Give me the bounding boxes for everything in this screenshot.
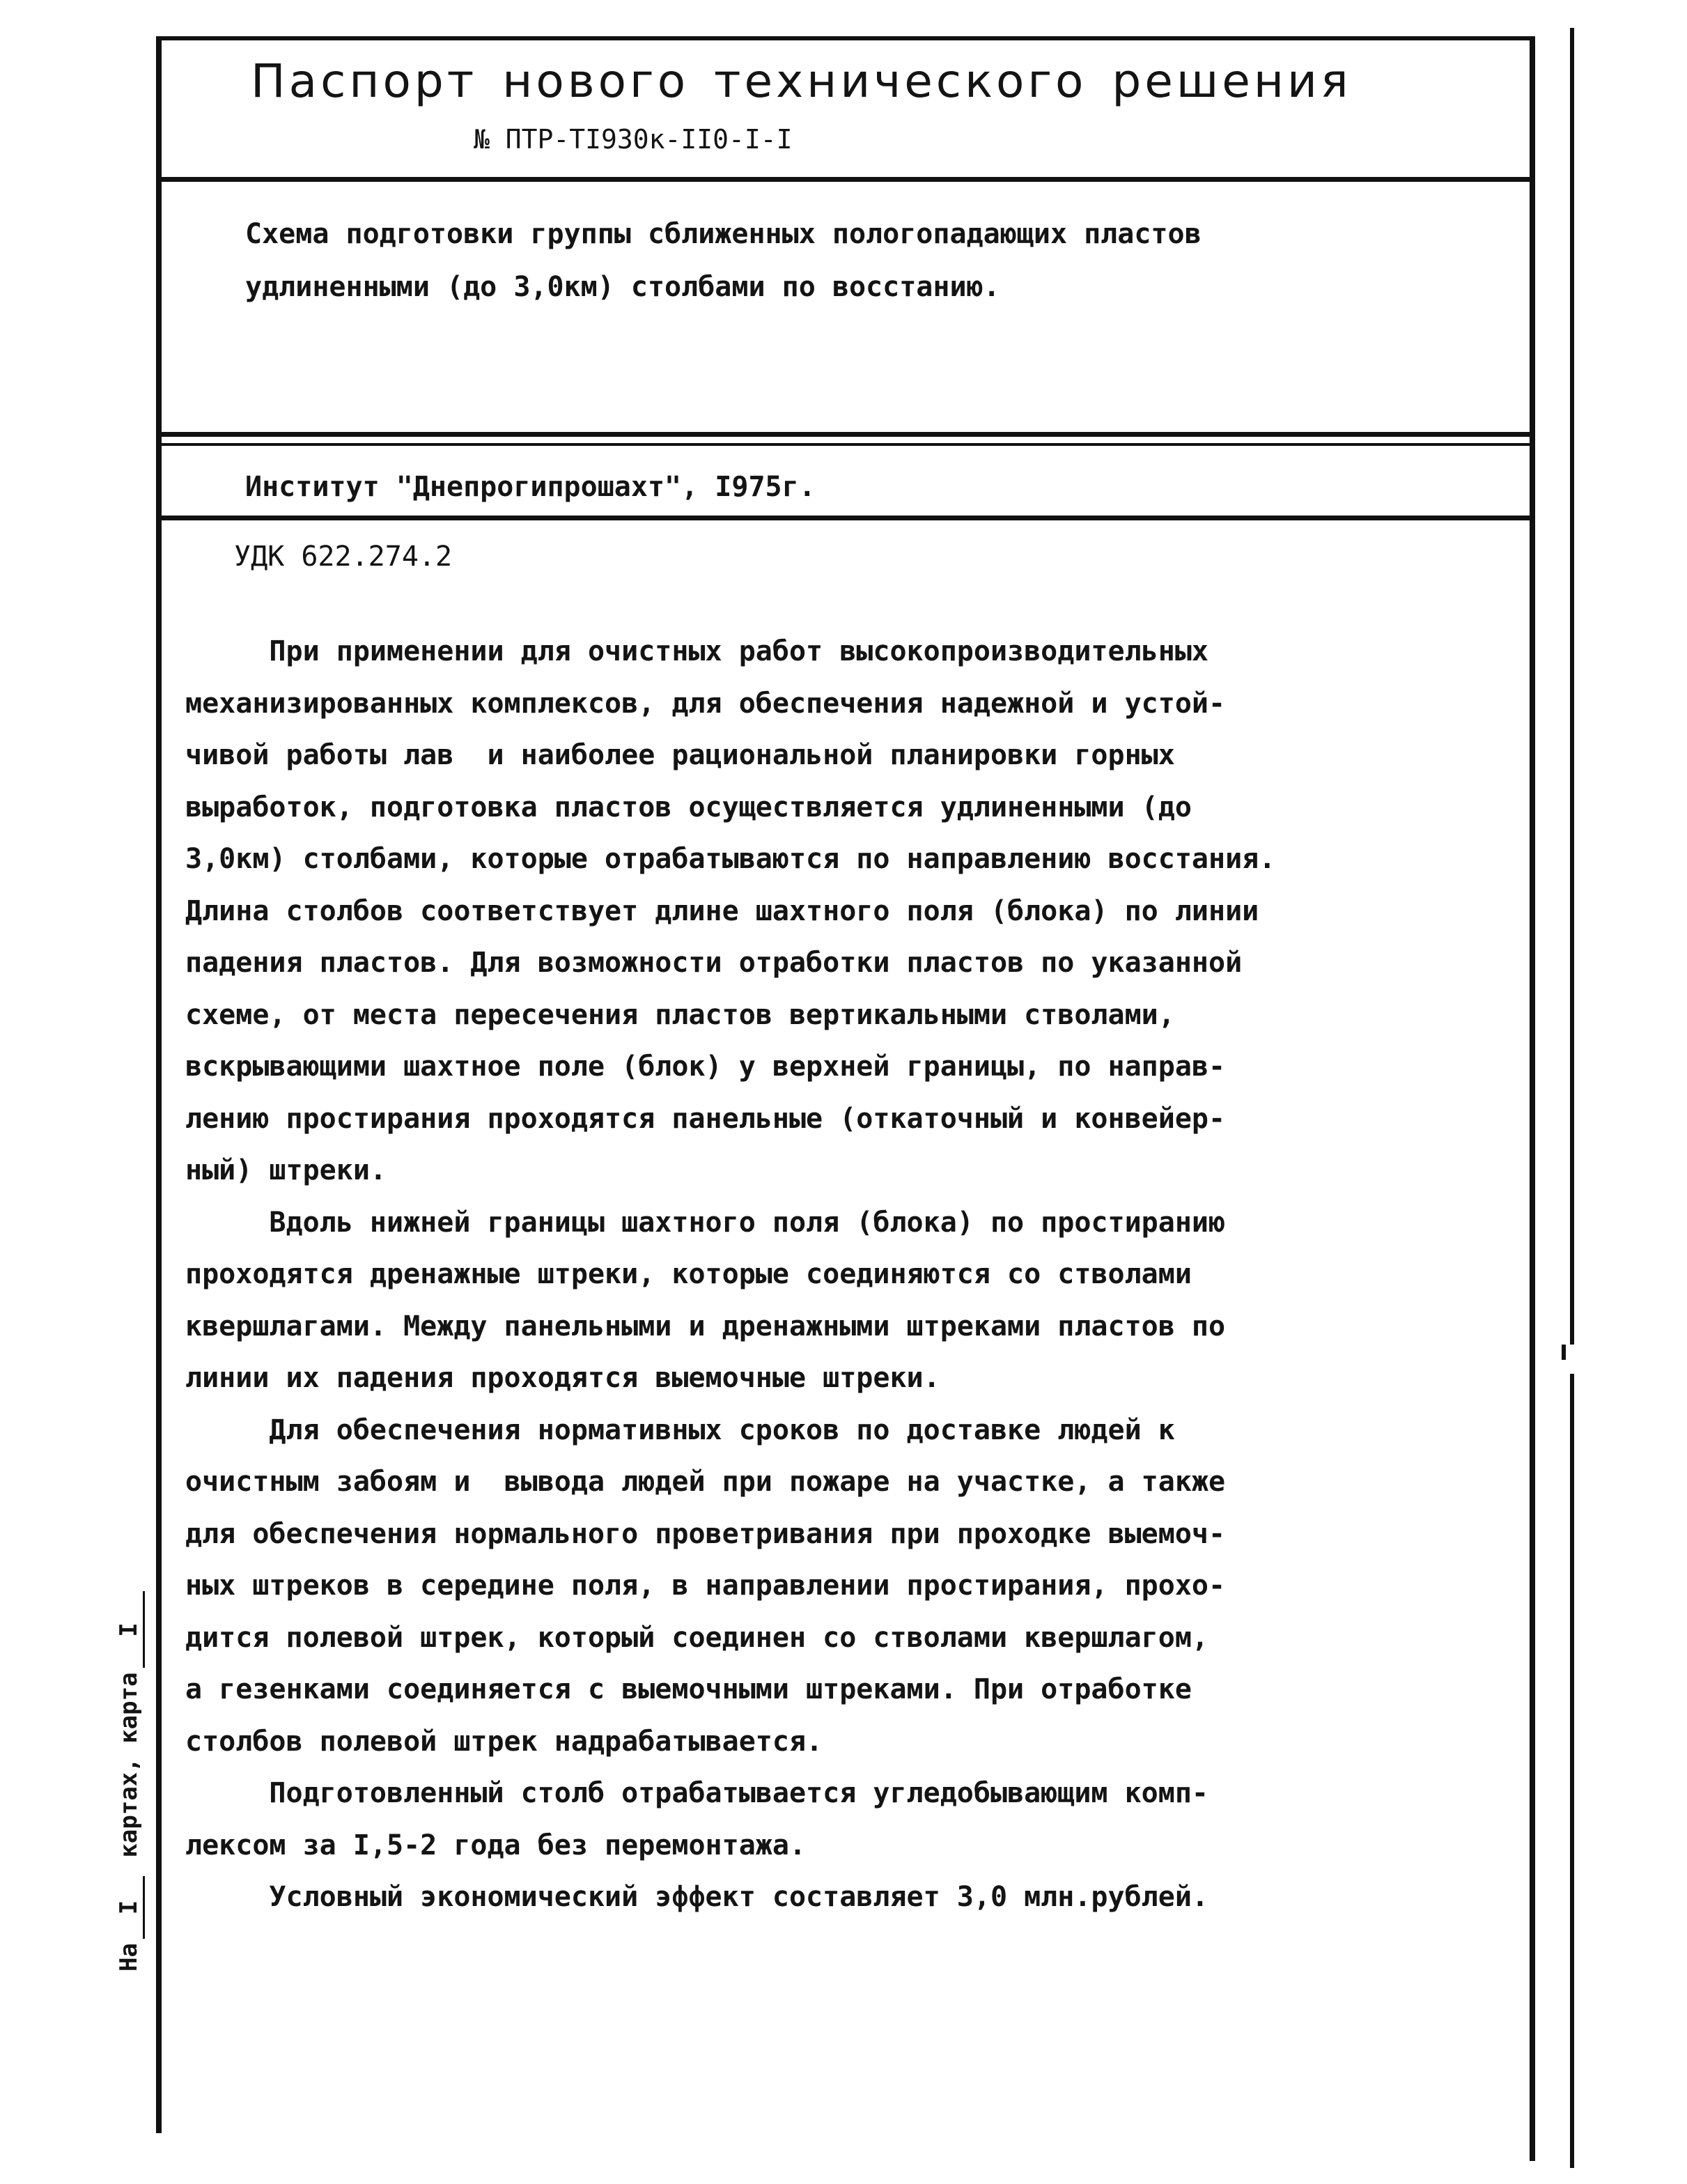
margin-note-middle: картах, карта [115, 1672, 143, 1858]
margin-note-total-cards: I [115, 1876, 145, 1939]
body-line: Подготовленный столб отрабатывается угледобывающим комп- [185, 1777, 1209, 1809]
body-line: столбов полевой штрек надрабатывается. [185, 1725, 823, 1758]
body-line: ный) штреки. [185, 1154, 387, 1186]
body-line: проходятся дренажные штреки, которые соединяются со стволами [185, 1258, 1192, 1290]
frame-top-rule [156, 36, 1535, 40]
body-line: выработок, подготовка пластов осуществляется удлиненными (до [185, 791, 1192, 823]
frame-left-border [156, 36, 162, 2133]
body-line: чивой работы лав и наиболее рациональной планировки горных [185, 739, 1175, 771]
body-line: а гезенками соединяется с выемочными штреками. При отработке [185, 1673, 1192, 1705]
body-line: линии их падения проходятся выемочные штреки. [185, 1362, 940, 1394]
rule-below-title [156, 177, 1535, 182]
subject-line: Схема подготовки группы сближенных пологопадающих пластов [245, 218, 1202, 250]
body-line: механизированных комплексов, для обеспечения надежной и устой- [185, 687, 1226, 720]
body-line: Длина столбов соответствует длине шахтного поля (блока) по линии [185, 894, 1259, 927]
body-line: лению простирания проходятся панельные (откаточный и конвейер- [185, 1102, 1226, 1135]
rule-below-institute [156, 516, 1535, 520]
body-line: вскрывающими шахтное поле (блок) у верхней границы, по направ- [185, 1051, 1226, 1083]
body-line: ных штреков в середине поля, в направлении простирания, прохо- [185, 1570, 1226, 1602]
subject-block [245, 208, 1569, 313]
body-text [185, 626, 1564, 1923]
body-line: квершлагами. Между панельными и дренажными штреками пластов по [185, 1310, 1226, 1342]
body-line: Условный экономический эффект составляет 3,0 млн.рублей. [185, 1881, 1209, 1913]
margin-note-prefix: На [115, 1943, 143, 1972]
body-line: Для обеспечения нормативных сроков по доставке людей к [185, 1414, 1175, 1446]
body-line: лексом за I,5-2 года без перемонтажа. [185, 1829, 807, 1861]
body-line: Вдоль нижней границы шахтного поля (блока) по простиранию [185, 1206, 1226, 1239]
page-title: Паспорт нового технического решения [251, 54, 1352, 108]
margin-note [115, 1587, 145, 1972]
document-number: № ПТР-ТI930к-II0-I-I [474, 124, 793, 155]
subject-line: удлиненными (до 3,0км) столбами по восстанию. [245, 271, 1000, 303]
margin-note-card-number: I [115, 1591, 145, 1668]
body-line: дится полевой штрек, который соединен со стволами квершлагом, [185, 1621, 1209, 1654]
body-line: При применении для очистных работ высокопроизводительных [185, 635, 1209, 667]
body-line: схеме, от места пересечения пластов вертикальными стволами, [185, 998, 1175, 1031]
udk-code: УДК 622.274.2 [234, 541, 453, 573]
frame-outer-right-border-lower [1570, 1374, 1574, 2168]
rule-above-institute [156, 443, 1535, 446]
frame-outer-right-border-upper [1570, 28, 1574, 1345]
body-line: 3,0км) столбами, которые отрабатываются по направлению восстания. [185, 843, 1276, 875]
body-line: очистным забоям и вывода людей при пожаре на участке, а также [185, 1466, 1226, 1498]
body-line: для обеспечения нормального проветривания при проходке выемоч- [185, 1517, 1226, 1550]
rule-below-subject [156, 432, 1535, 437]
body-line: падения пластов. Для возможности отработки пластов по указанной [185, 947, 1243, 979]
institute-line: Институт "Днепрогипрошахт", I975г. [245, 471, 816, 503]
